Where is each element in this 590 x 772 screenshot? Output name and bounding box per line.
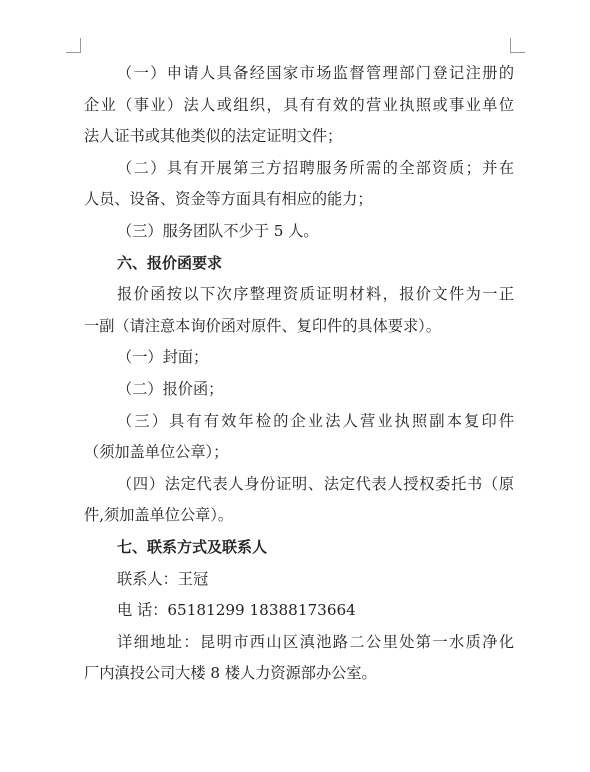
paragraph-line: （三）服务团队不少于 5 人。 — [117, 221, 319, 240]
paragraph-line: 报价函按以下次序整理资质证明材料，报价文件为一正 — [117, 285, 514, 304]
contact-address: 详细地址：昆明市西山区滇池路二公里处第一水质净化 — [117, 632, 514, 651]
list-item: （三）具有有效年检的企业法人营业执照副本复印件 — [117, 411, 514, 430]
paragraph-line: 法人证书或其他类似的法定证明文件； — [84, 127, 343, 146]
paragraph-line: （须加盖单位公章）； — [84, 443, 229, 462]
section-heading: 七、联系方式及联系人 — [117, 537, 268, 556]
paragraph-line: 企业（事业）法人或组织，具有有效的营业执照或事业单位 — [84, 95, 514, 114]
list-item: （四）法定代表人身份证明、法定代表人授权委托书（原 — [117, 474, 514, 493]
section-heading: 六、报价函要求 — [117, 253, 223, 272]
contact-person: 联系人：王冠 — [117, 569, 209, 588]
list-item: （一）封面； — [117, 348, 209, 367]
crop-mark-top-right — [510, 38, 525, 53]
paragraph-line: 人员、设备、资金等方面具有相应的能力； — [84, 190, 373, 209]
crop-mark-top-left — [66, 38, 81, 53]
contact-address: 厂内滇投公司大楼 8 楼人力资源部办公室。 — [84, 664, 377, 683]
document-body — [84, 58, 514, 690]
paragraph-line: 一副（请注意本询价函对原件、复印件的具体要求）。 — [84, 316, 441, 335]
paragraph-line: （一）申请人具备经国家市场监督管理部门登记注册的 — [117, 64, 514, 82]
paragraph-line: （二）具有开展第三方招聘服务所需的全部资质；并在 — [117, 158, 514, 177]
list-item: （二）报价函； — [117, 379, 224, 398]
paragraph-line: 件,须加盖单位公章）。 — [84, 506, 234, 525]
contact-phone: 电 话：65181299 18388173664 — [117, 601, 356, 620]
